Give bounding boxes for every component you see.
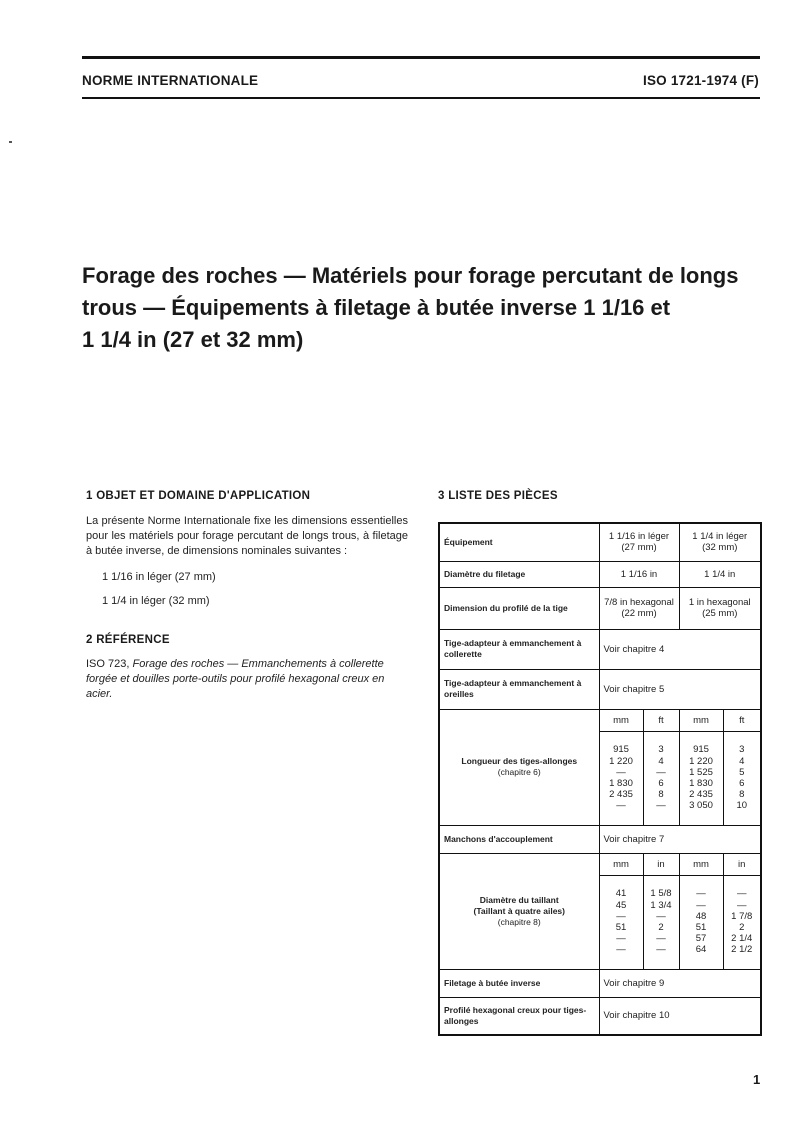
- label-manchons: Manchons d'accouplement: [439, 825, 599, 853]
- filetage-32: 1 1/4 in: [679, 561, 761, 587]
- standard-number: ISO 1721-1974 (F): [643, 73, 759, 88]
- tige-collerette-ref: Voir chapitre 4: [599, 629, 761, 669]
- equipement-27mm: 1 1/16 in léger (27 mm): [599, 523, 679, 561]
- filetage-27: 1 1/16 in: [599, 561, 679, 587]
- page-number: 1: [753, 1072, 761, 1087]
- label-tige-oreilles: Tige-adapteur à emmanchement à oreilles: [439, 669, 599, 709]
- section-2-heading: 2 RÉFÉRENCE: [86, 634, 170, 646]
- longueur-ft-27: 3 4 — 6 8 —: [643, 731, 679, 825]
- taillant-in-27: 1 5/8 1 3/4 — 2 — —: [643, 875, 679, 969]
- unit-in: in: [643, 853, 679, 875]
- section-1-text: La présente Norme Internationale fixe les dimensions essentielles pour les matériels pour forage percutant de longs trous, à filetage à butée inverse, de dimensions nominales suivantes :: [86, 515, 408, 557]
- unit-in: in: [723, 853, 761, 875]
- unit-ft: ft: [723, 709, 761, 731]
- label-equipement: Équipement: [439, 523, 599, 561]
- longueur-mm-27: 915 1 220 — 1 830 2 435 —: [599, 731, 643, 825]
- header-bottom-rule: [82, 97, 760, 99]
- profile-27: 7/8 in hexagonal (22 mm): [599, 587, 679, 629]
- label-tige-collerette: Tige-adapteur à emmanchement à collerette: [439, 629, 599, 669]
- left-column: [86, 490, 408, 702]
- taillant-in-32: — — 1 7/8 2 2 1/4 2 1/2: [723, 875, 761, 969]
- row-filetage-butee: [439, 969, 761, 997]
- label-diametre-filetage: Diamètre du filetage: [439, 561, 599, 587]
- longueur-mm-32: 915 1 220 1 525 1 830 2 435 3 050: [679, 731, 723, 825]
- manchons-ref: Voir chapitre 7: [599, 825, 761, 853]
- header-top-rule: [82, 56, 760, 59]
- label-longueur: Longueur des tiges-allonges (chapitre 6): [439, 709, 599, 825]
- profile-hexagonal-ref: Voir chapitre 10: [599, 997, 761, 1035]
- section-2-text: ISO 723, Forage des roches — Emmanchements à collerette forgée et douilles porte-outils pour profilé hexagonal creux en acier.: [86, 658, 385, 700]
- tige-oreilles-ref: Voir chapitre 5: [599, 669, 761, 709]
- document-title: [82, 260, 772, 356]
- taillant-mm-27: 41 45 — 51 — —: [599, 875, 643, 969]
- section-1-heading: 1 OBJET ET DOMAINE D'APPLICATION: [86, 490, 311, 502]
- label-filetage-butee: Filetage à butée inverse: [439, 969, 599, 997]
- unit-mm: mm: [599, 709, 643, 731]
- row-dimension-profile: [439, 587, 761, 629]
- unit-mm: mm: [599, 853, 643, 875]
- unit-mm: mm: [679, 853, 723, 875]
- row-taillant-units: [439, 853, 761, 875]
- row-longueur-units: [439, 709, 761, 731]
- standard-type-label: NORME INTERNATIONALE: [82, 73, 259, 88]
- unit-ft: ft: [643, 709, 679, 731]
- row-tige-oreilles: [439, 669, 761, 709]
- parts-table: [438, 522, 762, 1036]
- title-line-3: 1 1/4 in (27 et 32 mm): [82, 327, 304, 352]
- filetage-butee-ref: Voir chapitre 9: [599, 969, 761, 997]
- label-diametre-taillant: Diamètre du taillant (Taillant à quatre ailes) (chapitre 8): [439, 853, 599, 969]
- size-item-1: 1 1/16 in léger (27 mm): [102, 571, 216, 583]
- unit-mm: mm: [679, 709, 723, 731]
- profile-32: 1 in hexagonal (25 mm): [679, 587, 761, 629]
- row-profile-hexagonal: [439, 997, 761, 1035]
- section-3-heading: 3 LISTE DES PIÈCES: [438, 490, 558, 502]
- title-line-2: trous — Équipements à filetage à butée inverse 1 1/16 et: [82, 295, 671, 320]
- taillant-mm-32: — — 48 51 57 64: [679, 875, 723, 969]
- size-item-2: 1 1/4 in léger (32 mm): [102, 595, 210, 607]
- longueur-ft-32: 3 4 5 6 8 10: [723, 731, 761, 825]
- title-line-1: Forage des roches — Matériels pour forage percutant de longs: [82, 263, 739, 288]
- label-profile-hexagonal: Profilé hexagonal creux pour tiges-allonges: [439, 997, 599, 1035]
- label-dimension-profile: Dimension du profilé de la tige: [439, 587, 599, 629]
- scan-speck: [9, 141, 12, 143]
- row-equipement: [439, 523, 761, 561]
- equipement-32mm: 1 1/4 in léger (32 mm): [679, 523, 761, 561]
- row-diametre-filetage: [439, 561, 761, 587]
- row-manchons: [439, 825, 761, 853]
- row-tige-collerette: [439, 629, 761, 669]
- right-column: [438, 490, 760, 1036]
